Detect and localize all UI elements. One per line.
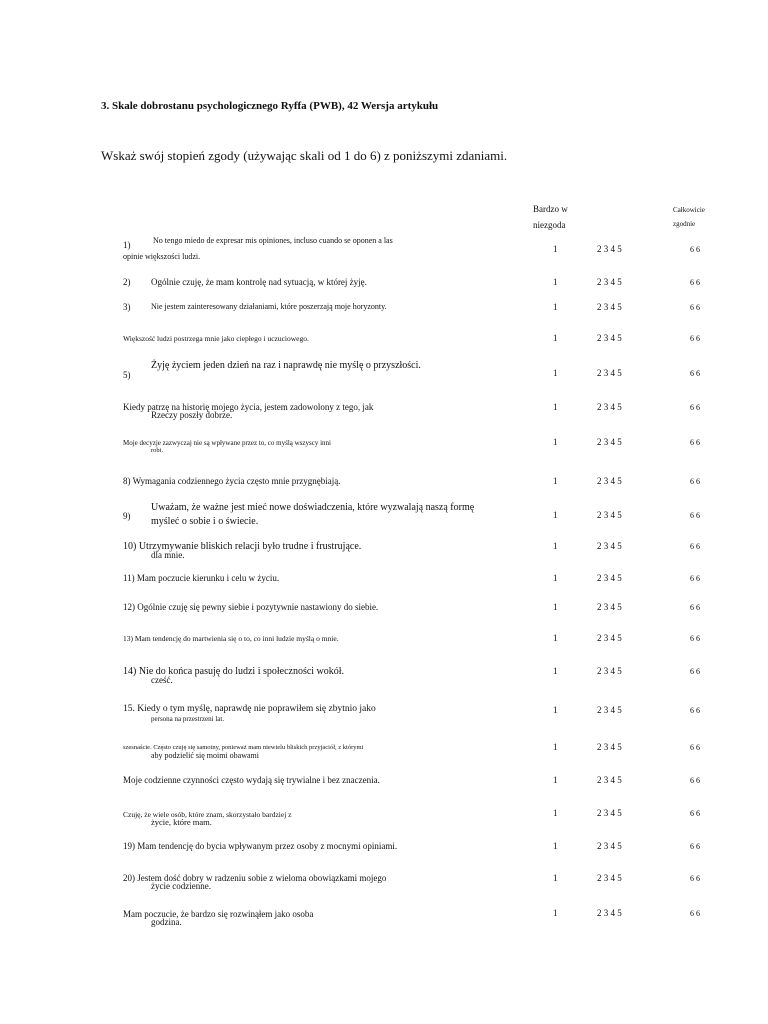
- item-text: 11) Mam poczucie kierunku i celu w życiu.: [123, 572, 280, 583]
- scale-values-high: 6 6: [690, 706, 700, 716]
- item-text-continuation: godzina.: [151, 916, 182, 927]
- scale-values-middle: 2 3 4 5: [597, 632, 622, 643]
- scale-header-left-line1: Bardzo w: [533, 204, 568, 214]
- scale-values-middle: 2 3 4 5: [597, 401, 622, 412]
- scale-header-right-line1: Całkowicie: [673, 206, 705, 214]
- scale-value-low: 1: [553, 401, 558, 412]
- scale-value-low: 1: [553, 367, 558, 378]
- item-text-continuation: opinie większości ludzi.: [123, 252, 201, 262]
- item-text: Moje decyzje zazwyczaj nie są wpływane przez to, co myślą wszyscy inni: [123, 438, 331, 447]
- scale-values-high: 6 6: [690, 245, 700, 255]
- item-text: 14) Nie do końca pasuję do ludzi i społeczności wokół.: [123, 666, 345, 677]
- item-text: Uważam, że ważne jest mieć nowe doświadczenia, które wyzwalają naszą formę: [151, 502, 475, 513]
- item-text: Większość ludzi postrzega mnie jako ciepłego i uczuciowego.: [123, 333, 309, 343]
- item-text: 15. Kiedy o tym myślę, naprawdę nie poprawiłem się zbytnio jako: [123, 704, 376, 715]
- scale-values-high: 6 6: [690, 303, 700, 313]
- item-number: 9): [123, 510, 131, 521]
- scale-value-low: 1: [553, 475, 558, 486]
- scale-values-high: 6 6: [690, 809, 700, 819]
- item-text-continuation: myśleć o sobie i o świecie.: [151, 516, 259, 527]
- scale-values-high: 6 6: [690, 634, 700, 644]
- item-text: Nie jestem zainteresowany działaniami, które poszerzają moje horyzonty.: [151, 302, 387, 312]
- scale-values-high: 6 6: [690, 603, 700, 613]
- scale-value-low: 1: [553, 632, 558, 643]
- item-text: 8) Wymagania codziennego życia często mnie przygnębiają.: [123, 475, 341, 486]
- scale-values-middle: 2 3 4 5: [597, 243, 622, 254]
- scale-value-low: 1: [553, 704, 558, 715]
- item-number: 2): [123, 276, 131, 287]
- scale-values-middle: 2 3 4 5: [597, 572, 622, 583]
- item-text-continuation: dla mnie.: [151, 549, 185, 560]
- scale-values-high: 6 6: [690, 511, 700, 521]
- item-number: 3): [123, 301, 131, 312]
- scale-values-high: 6 6: [690, 477, 700, 487]
- scale-values-high: 6 6: [690, 874, 700, 884]
- item-text: Żyję życiem jeden dzień na raz i naprawdę nie myślę o przyszłości.: [151, 360, 421, 371]
- scale-values-high: 6 6: [690, 574, 700, 584]
- instruction-text: Wskaż swój stopień zgody (używając skali od 1 do 6) z poniższymi zdaniami.: [101, 148, 508, 163]
- scale-value-low: 1: [553, 840, 558, 851]
- scale-value-low: 1: [553, 774, 558, 785]
- scale-values-middle: 2 3 4 5: [597, 704, 622, 715]
- item-text-continuation: życie, które mam.: [151, 816, 212, 827]
- scale-values-high: 6 6: [690, 369, 700, 379]
- scale-values-middle: 2 3 4 5: [597, 601, 622, 612]
- scale-value-low: 1: [553, 332, 558, 343]
- scale-values-high: 6 6: [690, 667, 700, 677]
- item-text: Ogólnie czuję, że mam kontrolę nad sytuacją, w której żyję.: [151, 276, 367, 287]
- scale-values-middle: 2 3 4 5: [597, 332, 622, 343]
- item-text: Kiedy patrzę na historię mojego życia, jestem zadowolony z tego, jak: [123, 401, 374, 412]
- item-text-continuation: aby podzielić się moimi obawami: [151, 751, 259, 761]
- scale-values-high: 6 6: [690, 909, 700, 919]
- scale-values-middle: 2 3 4 5: [597, 907, 622, 918]
- scale-values-middle: 2 3 4 5: [597, 807, 622, 818]
- scale-values-middle: 2 3 4 5: [597, 840, 622, 851]
- document-title: 3. Skale dobrostanu psychologicznego Ryffa (PWB), 42 Wersja artykułu: [101, 100, 439, 112]
- scale-values-middle: 2 3 4 5: [597, 301, 622, 312]
- item-text: Czuję, że wiele osób, które znam, skorzystało bardziej z: [123, 809, 292, 819]
- item-text: 10) Utrzymywanie bliskich relacji było trudne i frustrujące.: [123, 541, 362, 552]
- scale-value-low: 1: [553, 301, 558, 312]
- item-text-continuation: cześć.: [151, 674, 173, 685]
- item-text: 13) Mam tendencję do martwienia się o to, co inni ludzie myślą o mnie.: [123, 633, 339, 643]
- scale-header-left-line2: niezgoda: [533, 220, 566, 230]
- item-text: 12) Ogólnie czuję się pewny siebie i pozytywnie nastawiony do siebie.: [123, 601, 379, 612]
- scale-value-low: 1: [553, 540, 558, 551]
- scale-header-right: [673, 203, 705, 231]
- item-text-continuation: persona na przestrzeni lat.: [151, 714, 225, 723]
- scale-value-low: 1: [553, 509, 558, 520]
- item-text: Mam poczucie, że bardzo się rozwinąłem jako osoba: [123, 908, 314, 919]
- scale-value-low: 1: [553, 601, 558, 612]
- scale-value-low: 1: [553, 665, 558, 676]
- scale-value-low: 1: [553, 243, 558, 254]
- item-text: szesnaście. Często czuję się samotny, ponieważ mam niewielu bliskich przyjaciół, z którymi: [123, 744, 364, 752]
- scale-values-high: 6 6: [690, 334, 700, 344]
- item-text-continuation: robi.: [151, 447, 164, 455]
- scale-values-high: 6 6: [690, 743, 700, 753]
- scale-values-middle: 2 3 4 5: [597, 509, 622, 520]
- scale-values-middle: 2 3 4 5: [597, 741, 622, 752]
- scale-value-low: 1: [553, 872, 558, 883]
- scale-values-middle: 2 3 4 5: [597, 475, 622, 486]
- scale-values-high: 6 6: [690, 403, 700, 413]
- scale-value-low: 1: [553, 907, 558, 918]
- scale-values-high: 6 6: [690, 842, 700, 852]
- item-text: 19) Mam tendencję do bycia wpływanym przez osoby z mocnymi opiniami.: [123, 840, 398, 851]
- scale-value-low: 1: [553, 741, 558, 752]
- scale-values-middle: 2 3 4 5: [597, 774, 622, 785]
- scale-header-left: [533, 201, 568, 233]
- scale-value-low: 1: [553, 807, 558, 818]
- scale-value-low: 1: [553, 436, 558, 447]
- scale-header-right-line2: zgodnie: [673, 220, 696, 228]
- scale-value-low: 1: [553, 276, 558, 287]
- item-text-continuation: Rzeczy poszły dobrze.: [151, 409, 233, 420]
- scale-value-low: 1: [553, 572, 558, 583]
- scale-values-middle: 2 3 4 5: [597, 436, 622, 447]
- scale-values-high: 6 6: [690, 278, 700, 288]
- item-number: 1): [123, 239, 131, 250]
- item-text: 20) Jestem dość dobry w radzeniu sobie z wieloma obowiązkami mojego: [123, 872, 387, 883]
- scale-values-middle: 2 3 4 5: [597, 665, 622, 676]
- scale-values-high: 6 6: [690, 542, 700, 552]
- item-text: Moje codzienne czynności często wydają się trywialne i bez znaczenia.: [123, 774, 380, 785]
- scale-values-middle: 2 3 4 5: [597, 367, 622, 378]
- scale-values-middle: 2 3 4 5: [597, 276, 622, 287]
- scale-values-middle: 2 3 4 5: [597, 872, 622, 883]
- scale-values-middle: 2 3 4 5: [597, 540, 622, 551]
- scale-values-high: 6 6: [690, 438, 700, 448]
- scale-values-high: 6 6: [690, 776, 700, 786]
- item-text: No tengo miedo de expresar mis opiniones, incluso cuando se oponen a las: [153, 236, 393, 246]
- item-number: 5): [123, 369, 131, 380]
- item-text-continuation: życie codzienne.: [151, 880, 211, 891]
